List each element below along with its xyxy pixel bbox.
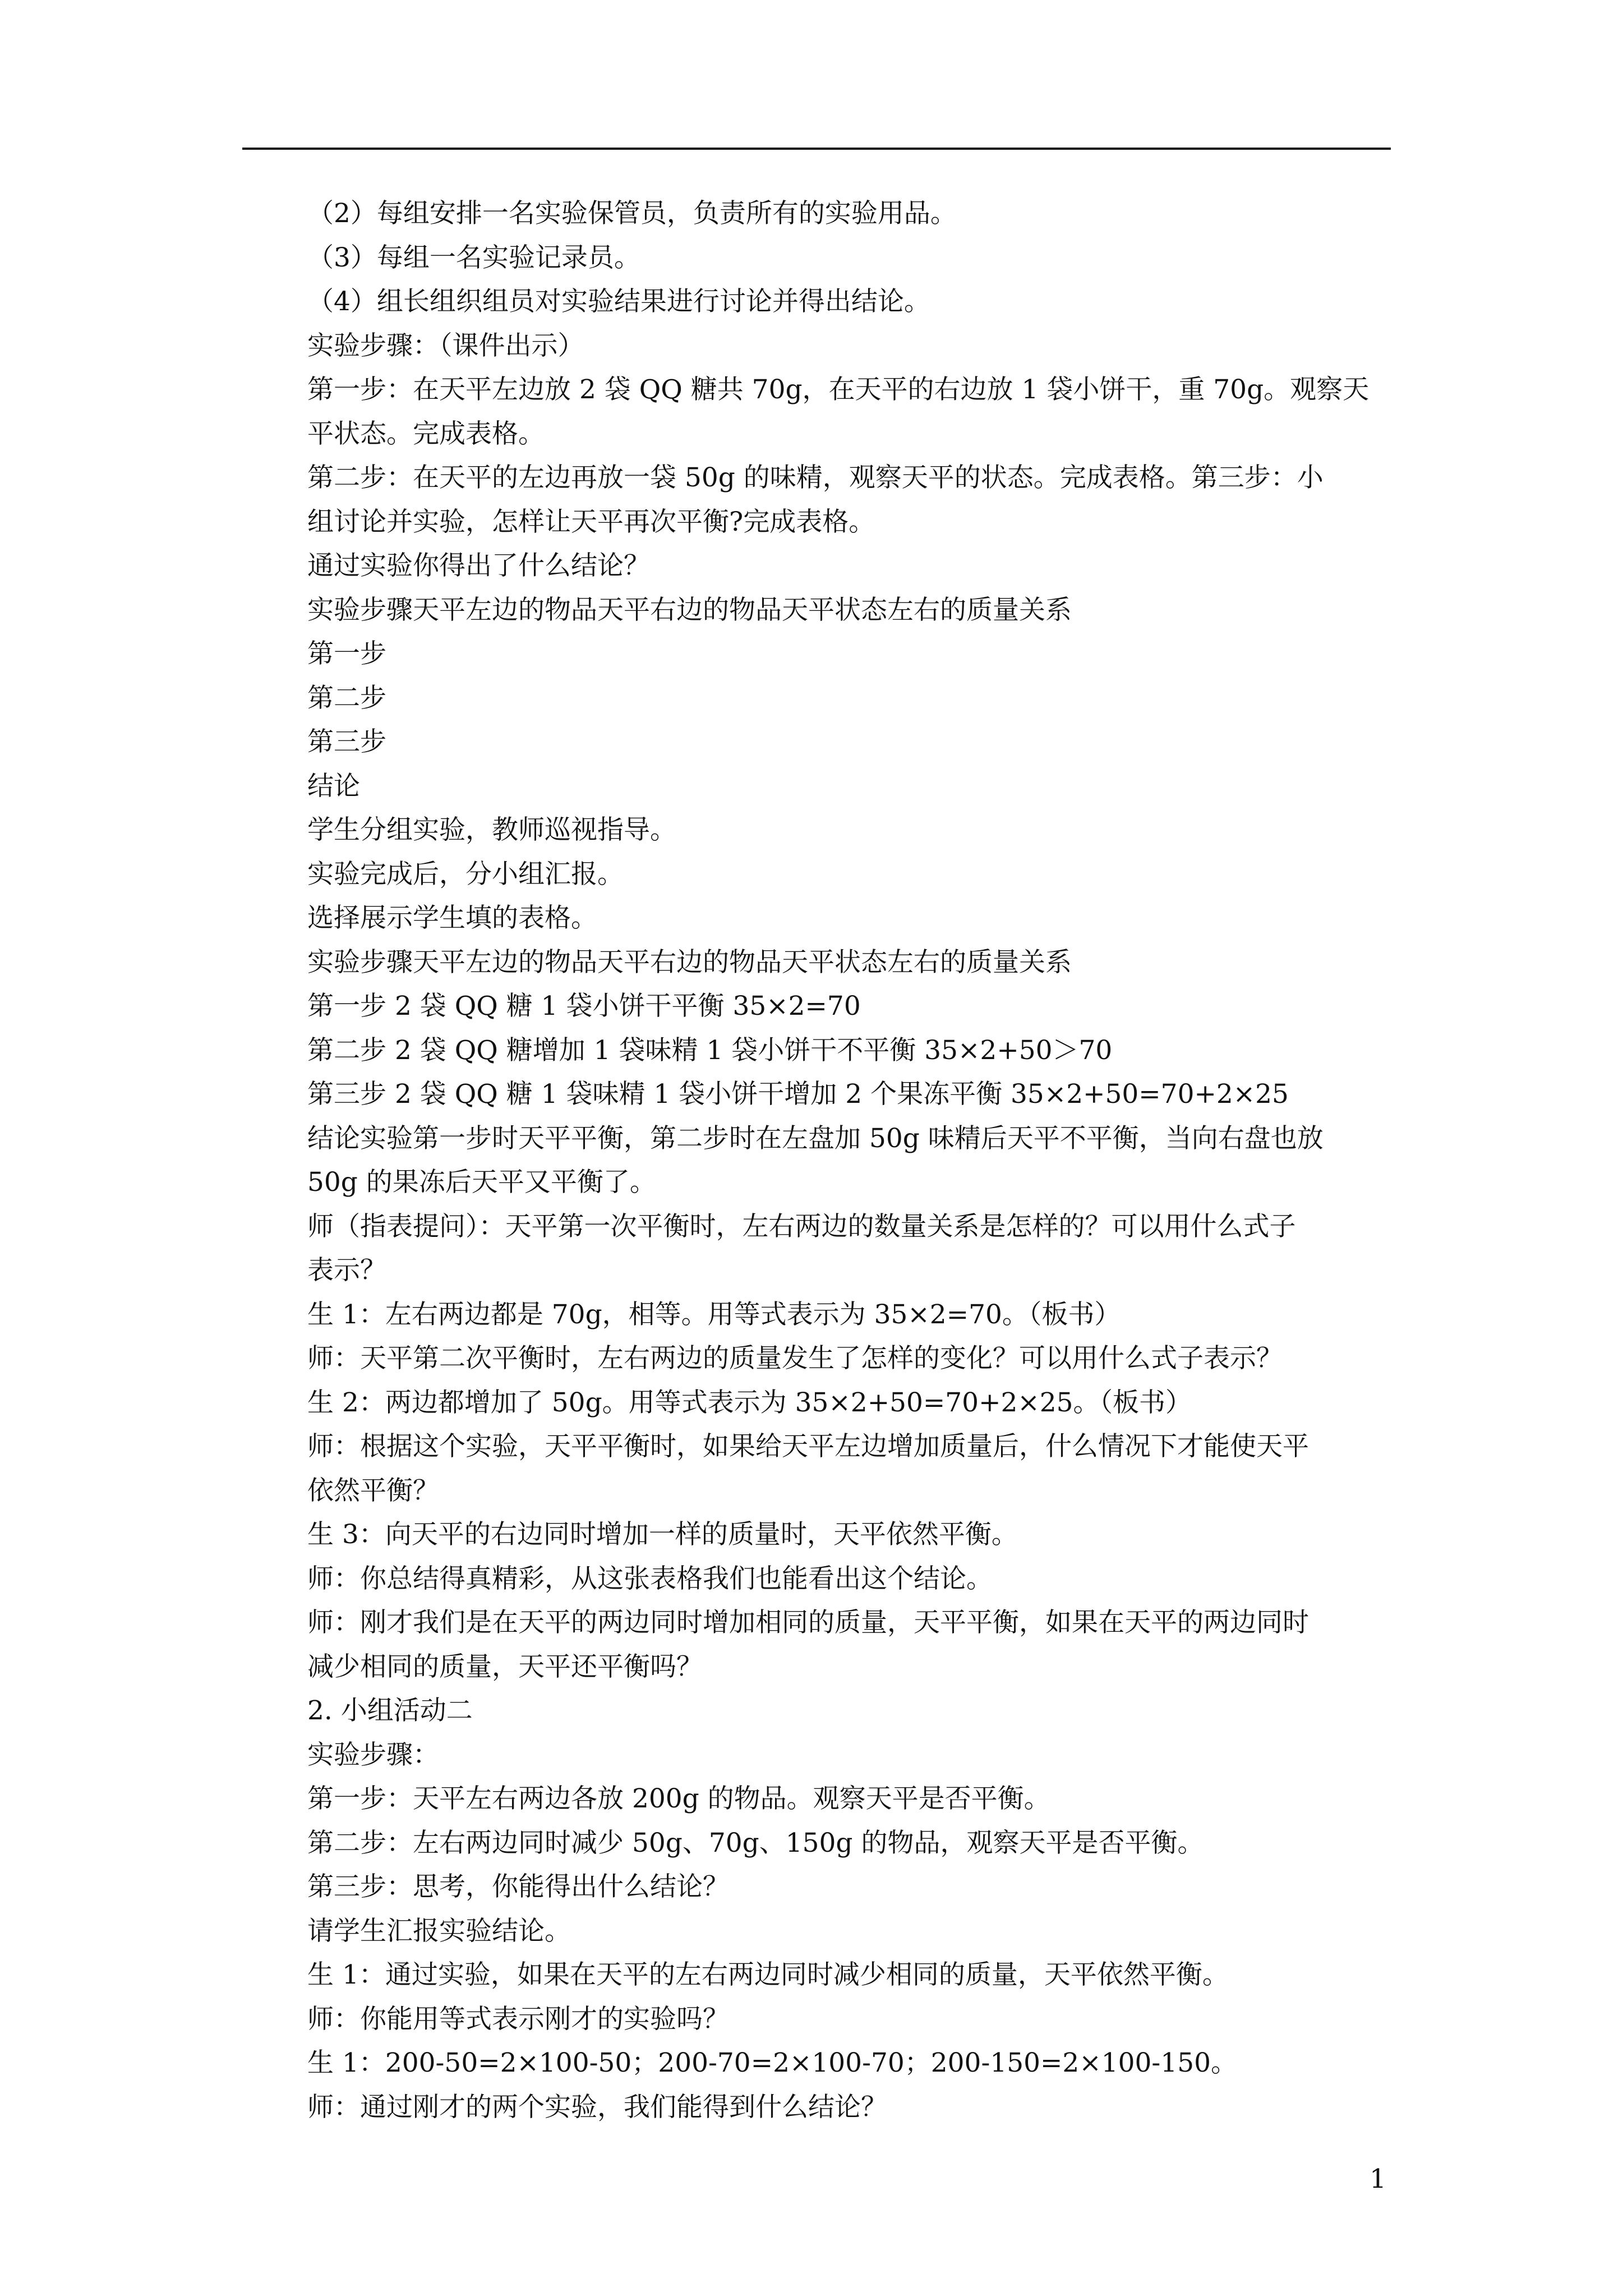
text-line: 师：刚才我们是在天平的两边同时增加相同的质量，天平平衡，如果在天平的两边同时 [307, 1607, 1309, 1638]
text-line: 第二步：在天平的左边再放一袋 50g 的味精，观察天平的状态。完成表格。第三步：小 [307, 462, 1324, 493]
text-line: 学生分组实验，教师巡视指导。 [307, 815, 676, 845]
text-line: 2. 小组活动二 [307, 1695, 473, 1726]
text-line: 实验完成后，分小组汇报。 [307, 858, 624, 890]
text-line: 组讨论并实验，怎样让天平再次平衡?完成表格。 [307, 506, 875, 537]
text-line: 结论实验第一步时天平平衡，第二步时在左盘加 50g 味精后天平不平衡，当向右盘也放 [307, 1122, 1324, 1154]
text-line: 师（指表提问）：天平第一次平衡时，左右两边的数量关系是怎样的？可以用什么式子 [307, 1211, 1296, 1242]
text-line: 请学生汇报实验结论。 [307, 1915, 571, 1947]
page-number: 1 [1370, 2164, 1386, 2194]
text-line: 生 1：左右两边都是 70g，相等。用等式表示为 35×2=70。（板书） [307, 1299, 1121, 1330]
text-line: 第一步：天平左右两边各放 200g 的物品。观察天平是否平衡。 [307, 1783, 1050, 1814]
text-line: 生 3：向天平的右边同时增加一样的质量时，天平依然平衡。 [307, 1519, 1018, 1550]
text-line: 依然平衡？ [307, 1475, 439, 1506]
text-line: 第一步 2 袋 QQ 糖 1 袋小饼干平衡 35×2=70 [307, 991, 861, 1022]
text-line: 师：根据这个实验，天平平衡时，如果给天平左边增加质量后，什么情况下才能使天平 [307, 1431, 1309, 1462]
text-line: 第二步 2 袋 QQ 糖增加 1 袋味精 1 袋小饼干不平衡 35×2+50＞70 [307, 1034, 1113, 1066]
text-line: 实验步骤：（课件出示） [307, 330, 584, 361]
text-line: 第一步：在天平左边放 2 袋 QQ 糖共 70g，在天平的右边放 1 袋小饼干，重 70g。观察天 [307, 374, 1370, 405]
text-line: 第三步 2 袋 QQ 糖 1 袋味精 1 袋小饼干增加 2 个果冻平衡 35×2+50=70+2×25 [307, 1079, 1289, 1110]
text-line: 第三步 [307, 726, 386, 757]
text-line: （3）每组一名实验记录员。 [307, 242, 640, 273]
text-line: 减少相同的质量，天平还平衡吗？ [307, 1651, 703, 1682]
text-line: 第二步：左右两边同时减少 50g、70g、150g 的物品，观察天平是否平衡。 [307, 1827, 1204, 1858]
text-line: 第二步 [307, 682, 386, 714]
text-line: 师：通过刚才的两个实验，我们能得到什么结论？ [307, 2091, 887, 2123]
text-line: 结论 [307, 770, 360, 802]
text-line: 师：你总结得真精彩，从这张表格我们也能看出这个结论。 [307, 1563, 993, 1594]
text-line: 师：天平第二次平衡时，左右两边的质量发生了怎样的变化？可以用什么式子表示？ [307, 1343, 1283, 1374]
body-text [307, 192, 1401, 2129]
text-line: 通过实验你得出了什么结论？ [307, 550, 650, 581]
text-line: 选择展示学生填的表格。 [307, 903, 597, 933]
text-line: 50g 的果冻后天平又平衡了。 [307, 1167, 656, 1198]
text-line: （2）每组安排一名实验保管员，负责所有的实验用品。 [307, 198, 957, 229]
text-line: 生 1：通过实验，如果在天平的左右两边同时减少相同的质量，天平依然平衡。 [307, 1959, 1229, 1990]
text-line: （4）组长组织组员对实验结果进行讨论并得出结论。 [307, 286, 930, 317]
text-line: 生 1：200-50=2×100-50；200-70=2×100-70；200-150=2×100-150。 [307, 2047, 1238, 2078]
text-line: 师：你能用等式表示刚才的实验吗？ [307, 2003, 729, 2035]
text-line: 第一步 [307, 638, 386, 669]
text-line: 实验步骤： [307, 1739, 439, 1770]
text-line: 生 2：两边都增加了 50g。用等式表示为 35×2+50=70+2×25。（板书） [307, 1387, 1192, 1418]
text-line: 平状态。完成表格。 [307, 418, 545, 449]
text-line: 实验步骤天平左边的物品天平右边的物品天平状态左右的质量关系 [307, 946, 1072, 978]
text-line: 表示？ [307, 1255, 386, 1286]
text-line: 实验步骤天平左边的物品天平右边的物品天平状态左右的质量关系 [307, 594, 1072, 625]
header-rule [242, 148, 1391, 150]
text-line: 第三步：思考，你能得出什么结论？ [307, 1871, 729, 1902]
